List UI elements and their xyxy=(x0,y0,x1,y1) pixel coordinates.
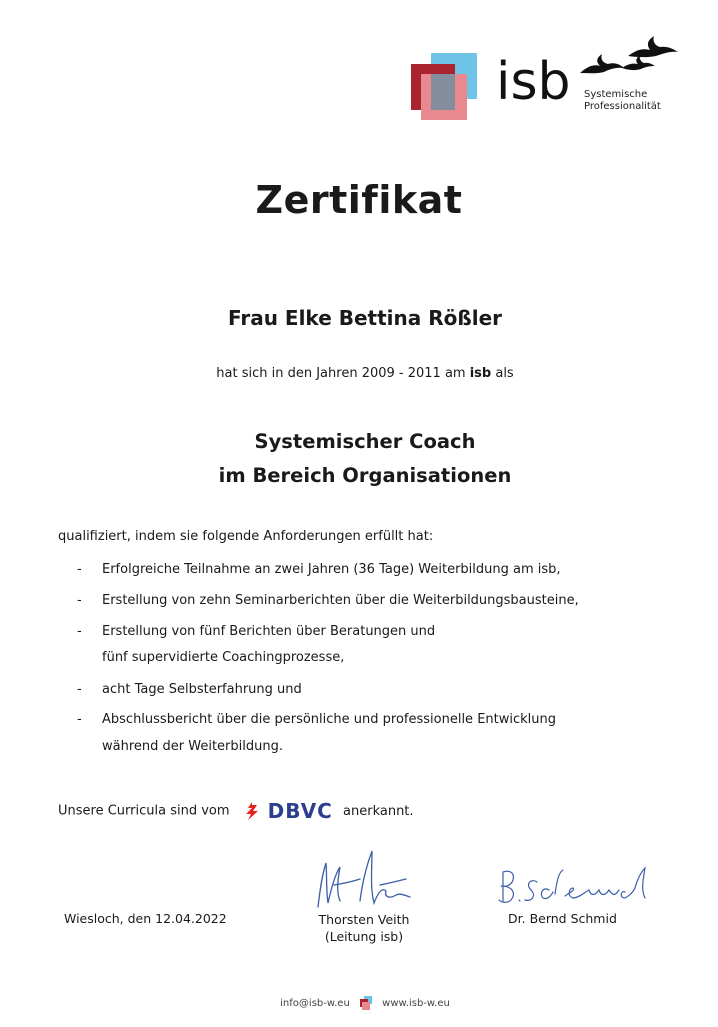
accreditation-line: Unsere Curricula sind vom DBVC anerkannt. xyxy=(58,799,414,823)
requirements-intro: qualifiziert, indem sie folgende Anforderungen erfüllt hat: xyxy=(58,529,434,544)
qualification-title: Systemischer Coach im Bereich Organisationen xyxy=(218,430,512,487)
signature-thorsten-veith xyxy=(300,845,420,915)
logo-wordmark: isb xyxy=(496,52,571,112)
dbvc-emblem-icon xyxy=(242,801,262,821)
place-date: Wiesloch, den 12.04.2022 xyxy=(64,911,227,926)
footer-website: www.isb-w.eu xyxy=(382,998,450,1009)
isb-mini-logo-icon xyxy=(359,996,373,1010)
signer-bernd-schmid: Dr. Bernd Schmid xyxy=(508,911,617,926)
footer-email: info@isb-w.eu xyxy=(280,998,350,1009)
birds-icon xyxy=(560,28,680,88)
certificate-title: Zertifikat xyxy=(255,178,463,222)
dbvc-wordmark: DBVC xyxy=(267,799,333,823)
signature-bernd-schmid xyxy=(495,860,665,910)
footer xyxy=(0,996,718,1010)
isb-logo xyxy=(410,28,680,128)
recipient-name: Frau Elke Bettina Rößler xyxy=(227,306,503,330)
statement-line: hat sich in den Jahren 2009 - 2011 am isb als xyxy=(216,366,514,381)
logo-square-overlap xyxy=(431,74,455,110)
signer-thorsten-veith: Thorsten Veith (Leitung isb) xyxy=(318,912,410,944)
logo-tagline: Systemische Professionalität xyxy=(584,89,661,112)
